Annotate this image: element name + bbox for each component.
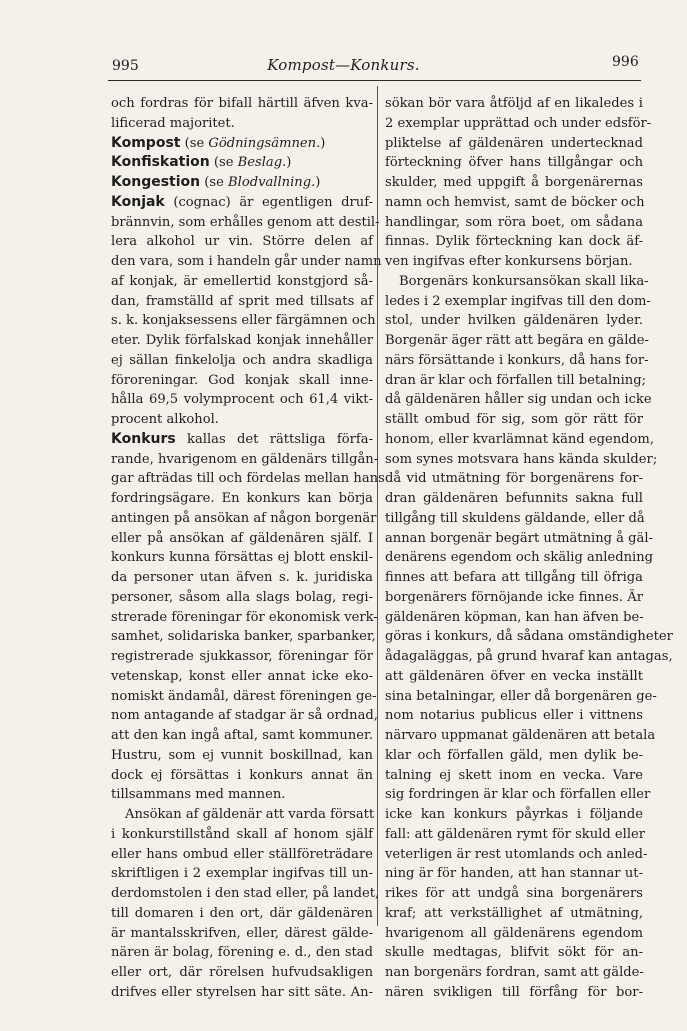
text-line [111, 292, 373, 312]
text-line [385, 272, 649, 292]
text-line [385, 450, 658, 470]
text-line [111, 351, 373, 371]
text: stol, under hvilken gäldenären lyder. [385, 313, 643, 329]
text-line [385, 351, 649, 371]
text: att den kan ingå aftal, samt kommuner. [111, 728, 373, 743]
text-line [111, 924, 373, 944]
text: registrerade sjukkassor, föreningar för [111, 649, 373, 664]
text: handlingar, som röra boet, om sådana [385, 214, 643, 230]
text: (se [200, 175, 229, 190]
text-line [111, 785, 373, 805]
cross-reference: Blodvallning. [228, 175, 316, 190]
text-line [111, 371, 373, 391]
text-line [111, 529, 373, 549]
text-line [111, 746, 373, 766]
text-line [385, 193, 643, 213]
text: kallas det rättsliga förfa- [175, 431, 373, 447]
text: finnas. Dylik förteckning kan dock äf- [385, 234, 643, 250]
text-line [111, 94, 373, 114]
text-line [385, 805, 643, 825]
text-line [111, 825, 373, 845]
text-line [385, 608, 643, 628]
text-line [111, 687, 377, 707]
text: s. k. konjaksessens eller färgämnen och [111, 313, 376, 329]
text: Borgenärs konkursansökan skall lika- [399, 273, 649, 289]
header-rule [108, 80, 641, 81]
headword: Kompost [111, 134, 181, 151]
text-line [111, 390, 373, 410]
text: skulder, med uppgift å borgenärernas [385, 175, 643, 190]
text-line [111, 627, 376, 647]
text-line [385, 173, 643, 193]
text: honom, eller kvarlämnat känd egendom, [385, 431, 655, 447]
text: borgenärers förnöjande icke finnes. Är [385, 589, 643, 605]
text: eter. Dylik förfalskad konjak innehåller [111, 333, 373, 348]
text: eller på ansökan af gäldenären själf. I [111, 530, 373, 546]
text-line [385, 588, 643, 608]
text: att gäldenären öfver en vecka inställt [385, 668, 643, 684]
text: eller ort, där rörelsen hufvudsakligen [111, 965, 373, 980]
text-line [385, 667, 643, 687]
text-line [111, 766, 373, 786]
text: ställt ombud för sig, som gör rätt för [385, 412, 643, 427]
text-line [385, 232, 643, 252]
text: nom notarius publicus eller i vittnens [385, 708, 643, 724]
text: klar och förfallen gäld, men dylik be- [385, 747, 643, 763]
text: ) [286, 155, 292, 171]
text-line [111, 430, 373, 450]
text-line [385, 213, 643, 233]
text: Hustru, som ej vunnit boskillnad, kan [111, 747, 373, 763]
text-line [111, 232, 373, 252]
text-line [385, 410, 643, 430]
text-line [385, 568, 643, 588]
text: sig fordringen är klar och förfallen eller [385, 787, 651, 803]
text-line [111, 568, 373, 588]
text: tillsammans med mannen. [111, 787, 286, 803]
text: föroreningar. God konjak skall inne- [111, 372, 373, 388]
text-line [385, 924, 643, 944]
text: ej sällan finkelolja och andra skadliga [111, 352, 373, 368]
text: veterligen är rest utomlands och anled- [385, 846, 648, 862]
text: nan borgenärs fordran, samt att gälde- [385, 965, 644, 980]
text: drifves eller styrelsen har sitt säte. An- [111, 984, 373, 1000]
text-line [385, 94, 643, 114]
text-line [385, 390, 652, 410]
text-line [385, 766, 643, 786]
text-line [385, 430, 655, 450]
text-line [385, 252, 643, 272]
text-line [111, 963, 373, 983]
text: ) [320, 135, 326, 151]
text-line [111, 252, 382, 272]
text: eller hans ombud eller ställföreträdare [111, 846, 373, 862]
text-line [111, 845, 373, 865]
running-title: Kompost—Konkurs. [267, 56, 420, 74]
text: dran är klar och förfallen till betalning; [385, 372, 647, 388]
text: närvaro uppmanat gäldenären att betala [385, 728, 656, 743]
text: finnes att befara att tillgång till öfriga [385, 570, 643, 585]
text: gar afträdas till och fördelas mellan hans [111, 471, 385, 487]
text-line [111, 706, 378, 726]
text: förteckning öfver hans tillgångar och [385, 155, 643, 171]
text: då gäldenären håller sig undan och icke [385, 392, 652, 408]
text: da personer utan äfven s. k. juridiska [111, 570, 373, 585]
text-line [385, 114, 652, 134]
text-line [111, 667, 373, 687]
text-line [385, 331, 649, 351]
text: af konjak, är emellertid konstgjord så- [111, 273, 373, 289]
text: hvarigenom all gäldenärens egendom [385, 925, 643, 941]
text: denärens egendom och skälig anledning [385, 550, 654, 566]
text: tillgång till skuldens gäldande, eller då [385, 510, 645, 526]
text-line [385, 884, 643, 904]
text-line [111, 864, 373, 884]
text-line [385, 292, 651, 312]
page-number-left: 995 [112, 58, 139, 74]
text: dran gäldenären befunnits sakna full [385, 491, 643, 506]
text: skulle medtagas, blifvit sökt för an- [385, 945, 643, 961]
text-line [111, 884, 380, 904]
text-line [385, 548, 654, 568]
text: är mantalsskrifven, eller, därest gälde- [111, 925, 373, 941]
text-line [385, 785, 651, 805]
text-line [385, 647, 673, 667]
text: antingen på ansökan af någon borgenär [111, 510, 377, 526]
text: kraf; att verkställighet af utmätning, [385, 905, 643, 921]
text: (se [180, 135, 209, 151]
cross-reference: Beslag. [237, 155, 287, 171]
text: dock ej försättas i konkurs annat än [111, 767, 373, 783]
text-line [111, 489, 373, 509]
text: i konkurstillstånd skall af honom själf [111, 826, 373, 842]
text: konkurs kunna försättas ej blott enskil- [111, 550, 373, 566]
headword: Konkurs [111, 430, 176, 447]
text-line [385, 134, 643, 154]
text: vetenskap, konst eller annat icke eko- [111, 668, 373, 684]
text-line [385, 706, 643, 726]
text-line [385, 726, 656, 746]
text: ledes i 2 exemplar ingifvas till den dom- [385, 293, 651, 309]
text-line [385, 153, 643, 173]
text-line [111, 548, 373, 568]
text: nären svikligen till förfång för bor- [385, 984, 643, 1000]
text: nären är bolag, förening e. d., den stad [111, 945, 373, 961]
text: ) [315, 175, 321, 190]
text: till domaren i den ort, där gäldenären [111, 905, 373, 921]
text-line [111, 726, 373, 746]
cross-reference: Gödningsämnen. [208, 135, 321, 151]
text-line [385, 746, 643, 766]
text: fordringsägare. En konkurs kan börja [111, 491, 373, 506]
text-line [111, 983, 373, 1003]
text: ådagaläggas, på grund hvaraf kan antagas, [385, 649, 673, 664]
text-line [111, 805, 373, 825]
text: ven ingifvas efter konkursens början. [385, 254, 633, 269]
text: då vid utmätning för borgenärens for- [385, 471, 643, 487]
text: brännvin, som erhålles genom att destil- [111, 214, 380, 230]
headword: Konjak [111, 193, 165, 210]
text: samhet, solidariska banker, sparbanker, [111, 629, 376, 645]
text-line [111, 943, 373, 963]
text: fall: att gäldenären rymt för skuld eller [385, 826, 646, 842]
text-line [111, 272, 373, 292]
text: derdomstolen i den stad eller, på landet, [111, 886, 380, 901]
text-line [111, 193, 373, 213]
text-line [111, 647, 373, 667]
text: Borgenär äger rätt att begära en gälde- [385, 333, 649, 348]
text: närs försättande i konkurs, då hans for- [385, 352, 649, 368]
text: lificerad majoritet. [111, 115, 235, 131]
text: nomiskt ändamål, därest föreningen ge- [111, 688, 377, 704]
text-line [385, 963, 643, 983]
text: annan borgenär begärt utmätning å gäl- [385, 530, 653, 546]
text: strerade föreningar för ekonomisk verk- [111, 609, 378, 625]
text: sina betalningar, eller då borgenären ge- [385, 688, 657, 704]
text: ning är för handen, att han stannar ut- [385, 866, 643, 882]
text-line [111, 311, 376, 331]
text: icke kan konkurs påyrkas i följande [385, 807, 643, 822]
right-column [385, 94, 673, 1003]
text: pliktelse af gäldenären undertecknad [385, 135, 643, 151]
text-line [385, 371, 647, 391]
text: namn och hemvist, samt de böcker och [385, 194, 645, 210]
text-line [385, 509, 643, 529]
text-line [111, 904, 373, 924]
text-line [111, 588, 373, 608]
text: hålla 69,5 volymprocent och 61,4 vikt- [111, 392, 373, 408]
text: Ansökan af gäldenär att varda försatt [125, 807, 375, 822]
text-line [111, 608, 378, 628]
text: och fordras för bifall härtill äfven kva- [111, 96, 373, 111]
text-line [385, 311, 643, 331]
text: talning ej skett inom en vecka. Vare [385, 767, 643, 783]
text: göras i konkurs, då sådana omständigheter [385, 629, 673, 645]
text-line [385, 529, 653, 549]
text-line [111, 469, 385, 489]
text-line [385, 627, 673, 647]
text-line [111, 213, 380, 233]
text-line [385, 864, 643, 884]
text: den vara, som i handeln går under namn [111, 254, 382, 269]
text-line [111, 153, 373, 173]
text: personer, såsom alla slags bolag, regi- [111, 589, 373, 605]
text-line [385, 825, 646, 845]
text: nom antagande af stadgar är så ordnad, [111, 708, 378, 724]
text: rande, hvarigenom en gäldenärs tillgån- [111, 451, 379, 467]
page-header [0, 52, 687, 74]
text: rikes för att undgå sina borgenärers [385, 886, 643, 901]
text-line [111, 173, 373, 193]
text-line [385, 983, 643, 1003]
text-line [111, 331, 373, 351]
text: procent alkohol. [111, 412, 219, 427]
text-line [385, 469, 643, 489]
text: (se [209, 155, 238, 171]
text-line [111, 450, 379, 470]
left-column [111, 94, 385, 1003]
text-line [385, 489, 643, 509]
text-line [385, 687, 657, 707]
text: som synes motsvara hans kända skulder; [385, 451, 658, 467]
text: lera alkohol ur vin. Större delen af [111, 234, 373, 250]
text-line [385, 943, 643, 963]
headword: Konfiskation [111, 154, 210, 171]
text-line [111, 134, 373, 154]
text-line [111, 114, 373, 134]
text-line [385, 845, 648, 865]
text: sökan bör vara åtföljd af en likaledes i [385, 96, 643, 111]
text: dan, framställd af sprit med tillsats af [111, 293, 373, 309]
text-line [111, 509, 377, 529]
text: gäldenären köpman, kan han äfven be- [385, 609, 644, 625]
text: (cognac) är egentligen druf- [164, 194, 373, 210]
text: skriftligen i 2 exemplar ingifvas till un- [111, 866, 373, 882]
text-line [385, 904, 643, 924]
column-divider [377, 86, 378, 926]
headword: Kongestion [111, 174, 201, 190]
text: 2 exemplar upprättad och under edsför- [385, 115, 652, 131]
page-number-right: 996 [612, 54, 639, 70]
text-line [111, 410, 373, 430]
